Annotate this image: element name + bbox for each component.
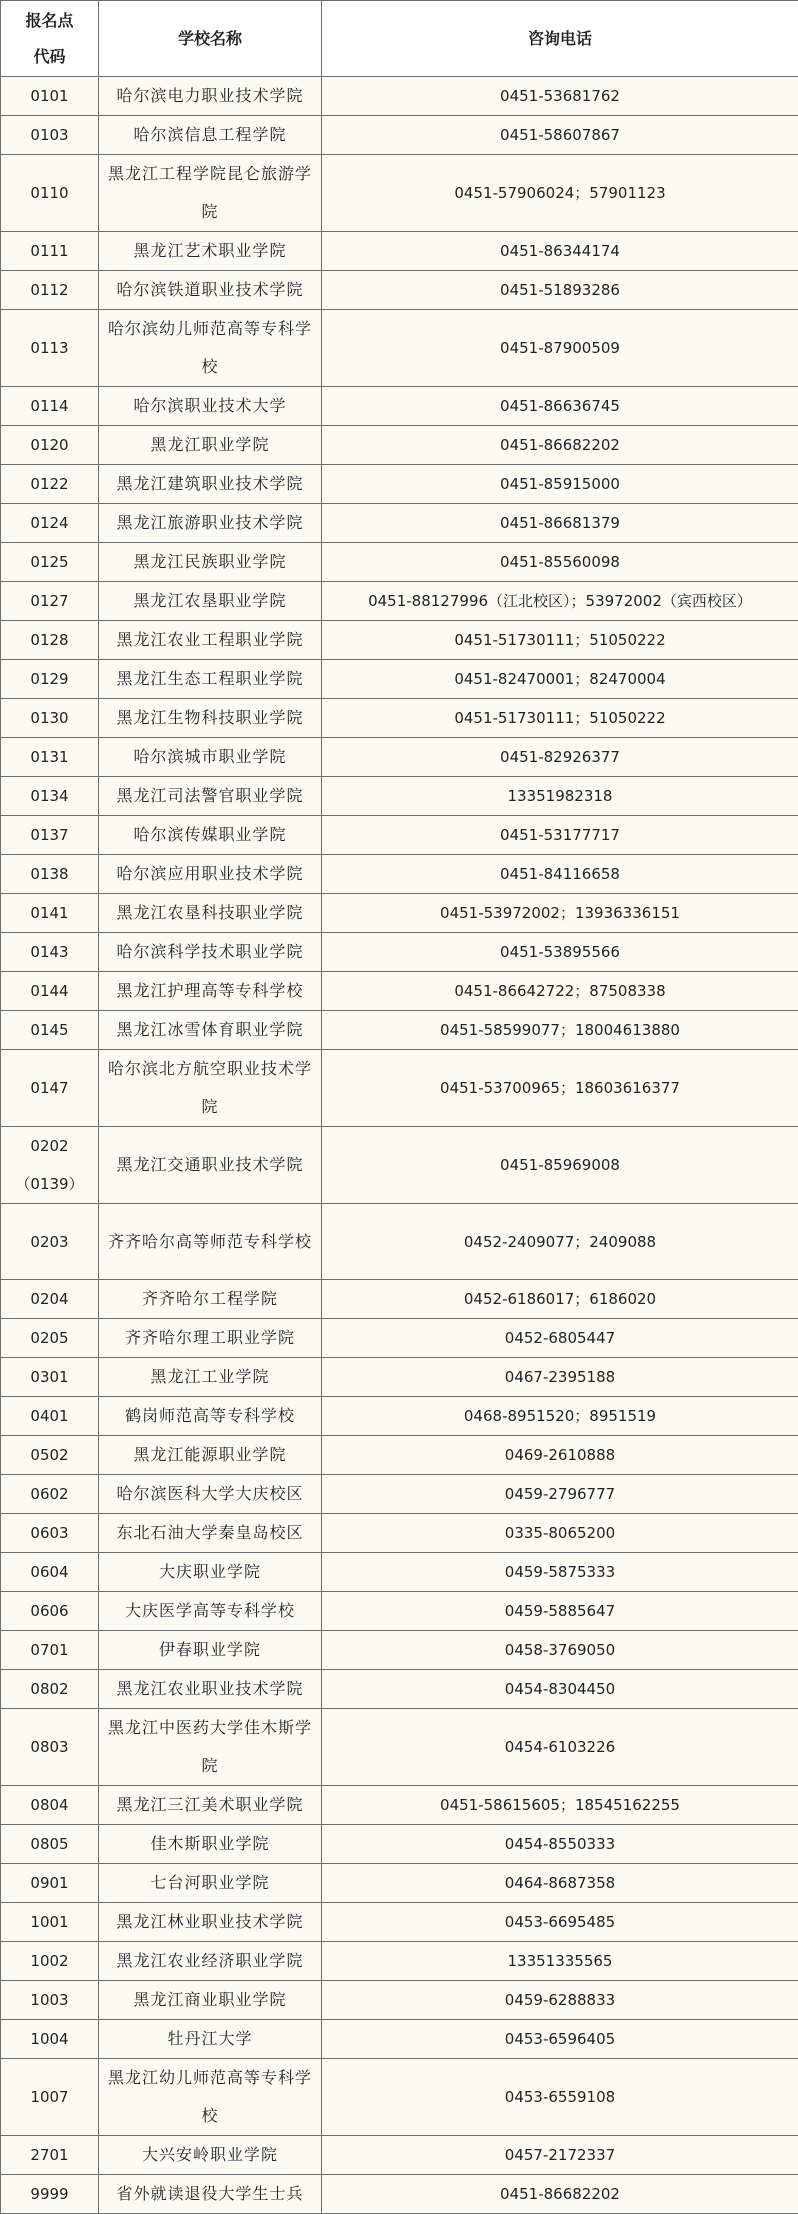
cell-code: 0804 [1,1786,99,1825]
cell-school-name: 黑龙江农业工程职业学院 [99,621,322,660]
cell-phone: 0451-86682202 [322,2175,798,2214]
table-header [1,1,798,77]
cell-code: 0137 [1,816,99,855]
table-row [1,2059,798,2136]
cell-code: 0113 [1,310,99,387]
cell-phone: 0454-8550333 [322,1825,798,1864]
cell-school-name: 哈尔滨传媒职业学院 [99,816,322,855]
cell-school-name: 黑龙江农业职业技术学院 [99,1670,322,1709]
cell-phone: 0453-6695485 [322,1903,798,1942]
table-row [1,1514,798,1553]
table-row [1,777,798,816]
cell-school-name: 黑龙江农业经济职业学院 [99,1942,322,1981]
cell-phone: 0453-6559108 [322,2059,798,2136]
table-row [1,1709,798,1786]
table-row [1,1981,798,2020]
cell-code: 0143 [1,933,99,972]
cell-school-name: 黑龙江商业职业学院 [99,1981,322,2020]
cell-phone: 0451-58599077；18004613880 [322,1011,798,1050]
cell-code: 0124 [1,504,99,543]
cell-phone: 0468-8951520；8951519 [322,1397,798,1436]
cell-code: 0120 [1,426,99,465]
cell-school-name: 哈尔滨电力职业技术学院 [99,77,322,116]
cell-school-name: 黑龙江农垦科技职业学院 [99,894,322,933]
cell-phone: 0335-8065200 [322,1514,798,1553]
table-row [1,855,798,894]
header-code [1,1,99,77]
table-row [1,387,798,426]
cell-phone: 0451-51730111；51050222 [322,621,798,660]
cell-school-name: 齐齐哈尔工程学院 [99,1280,322,1319]
table-row [1,1397,798,1436]
cell-school-name: 黑龙江生态工程职业学院 [99,660,322,699]
cell-phone: 0451-86681379 [322,504,798,543]
cell-school-name: 黑龙江艺术职业学院 [99,232,322,271]
cell-code: 0202（0139） [1,1127,99,1204]
table-row [1,426,798,465]
table-row [1,2136,798,2175]
cell-code: 0128 [1,621,99,660]
table-row [1,155,798,232]
cell-phone: 0451-53895566 [322,933,798,972]
cell-phone: 0451-86344174 [322,232,798,271]
cell-code: 0205 [1,1319,99,1358]
table-row [1,310,798,387]
table-row [1,77,798,116]
cell-code: 1003 [1,1981,99,2020]
cell-phone: 0452-2409077；2409088 [322,1204,798,1280]
cell-phone: 0451-84116658 [322,855,798,894]
header-code-line1: 报名点 [5,3,94,39]
cell-school-name: 黑龙江交通职业技术学院 [99,1127,322,1204]
cell-school-name: 哈尔滨幼儿师范高等专科学校 [99,310,322,387]
cell-school-name: 黑龙江能源职业学院 [99,1436,322,1475]
cell-code: 0301 [1,1358,99,1397]
cell-phone: 0451-57906024；57901123 [322,155,798,232]
cell-school-name: 省外就读退役大学生士兵 [99,2175,322,2214]
cell-phone: 0467-2395188 [322,1358,798,1397]
cell-school-name: 佳木斯职业学院 [99,1825,322,1864]
cell-code: 0502 [1,1436,99,1475]
cell-phone: 0451-53972002；13936336151 [322,894,798,933]
cell-code: 0141 [1,894,99,933]
table-row [1,1127,798,1204]
cell-school-name: 哈尔滨铁道职业技术学院 [99,271,322,310]
table-row [1,1631,798,1670]
table-row [1,1825,798,1864]
cell-school-name: 黑龙江职业学院 [99,426,322,465]
cell-school-name: 黑龙江幼儿师范高等专科学校 [99,2059,322,2136]
header-phone: 咨询电话 [322,1,798,77]
table-row [1,271,798,310]
cell-phone: 0451-85915000 [322,465,798,504]
cell-code: 0604 [1,1553,99,1592]
cell-code: 9999 [1,2175,99,2214]
cell-code: 0204 [1,1280,99,1319]
cell-code: 0138 [1,855,99,894]
cell-school-name: 伊春职业学院 [99,1631,322,1670]
cell-code: 1001 [1,1903,99,1942]
table-row [1,738,798,777]
cell-code: 0134 [1,777,99,816]
cell-code: 0112 [1,271,99,310]
cell-school-name: 黑龙江三江美术职业学院 [99,1786,322,1825]
cell-phone: 0454-8304450 [322,1670,798,1709]
cell-code: 0103 [1,116,99,155]
table-row [1,1670,798,1709]
cell-school-name: 牡丹江大学 [99,2020,322,2059]
cell-code: 1004 [1,2020,99,2059]
table-row [1,1319,798,1358]
table-row [1,2020,798,2059]
cell-phone: 0451-51893286 [322,271,798,310]
cell-code: 2701 [1,2136,99,2175]
cell-phone: 0451-86682202 [322,426,798,465]
cell-phone: 0451-85560098 [322,543,798,582]
table-row [1,1436,798,1475]
cell-school-name: 东北石油大学秦皇岛校区 [99,1514,322,1553]
cell-school-name: 大庆职业学院 [99,1553,322,1592]
cell-school-name: 黑龙江旅游职业技术学院 [99,504,322,543]
cell-school-name: 黑龙江民族职业学院 [99,543,322,582]
header-row [1,1,798,77]
cell-code: 0701 [1,1631,99,1670]
cell-code: 0131 [1,738,99,777]
table-row [1,933,798,972]
cell-code: 0114 [1,387,99,426]
cell-phone: 0451-51730111；51050222 [322,699,798,738]
table-row [1,699,798,738]
cell-school-name: 大兴安岭职业学院 [99,2136,322,2175]
cell-phone: 0459-6288833 [322,1981,798,2020]
cell-code: 0130 [1,699,99,738]
table-row [1,1553,798,1592]
cell-phone: 0451-88127996（江北校区）；53972002（宾西校区） [322,582,798,621]
cell-school-name: 哈尔滨城市职业学院 [99,738,322,777]
cell-code: 0606 [1,1592,99,1631]
cell-phone: 0459-5875333 [322,1553,798,1592]
table-row [1,1050,798,1127]
cell-phone: 0451-58615605；18545162255 [322,1786,798,1825]
cell-phone: 0451-58607867 [322,116,798,155]
cell-code: 0203 [1,1204,99,1280]
cell-phone: 0451-86642722；87508338 [322,972,798,1011]
table-row [1,1204,798,1280]
cell-code: 0125 [1,543,99,582]
cell-school-name: 哈尔滨职业技术大学 [99,387,322,426]
table-row [1,1903,798,1942]
cell-school-name: 黑龙江冰雪体育职业学院 [99,1011,322,1050]
cell-code: 0603 [1,1514,99,1553]
table-row [1,504,798,543]
cell-code: 0602 [1,1475,99,1514]
cell-phone: 0451-82470001；82470004 [322,660,798,699]
cell-code: 0144 [1,972,99,1011]
cell-phone: 0458-3769050 [322,1631,798,1670]
cell-code: 0901 [1,1864,99,1903]
cell-code: 0122 [1,465,99,504]
cell-school-name: 黑龙江建筑职业技术学院 [99,465,322,504]
table-row [1,1358,798,1397]
cell-code: 0145 [1,1011,99,1050]
table-row [1,582,798,621]
cell-code: 0129 [1,660,99,699]
table-body [1,77,798,2214]
cell-code: 1007 [1,2059,99,2136]
cell-phone: 0457-2172337 [322,2136,798,2175]
cell-phone: 13351982318 [322,777,798,816]
header-code-line2: 代码 [5,39,94,75]
header-school-name: 学校名称 [99,1,322,77]
cell-school-name: 黑龙江护理高等专科学校 [99,972,322,1011]
cell-phone: 0459-5885647 [322,1592,798,1631]
cell-school-name: 黑龙江中医药大学佳木斯学院 [99,1709,322,1786]
cell-school-name: 齐齐哈尔高等师范专科学校 [99,1204,322,1280]
cell-code: 0803 [1,1709,99,1786]
table-row [1,465,798,504]
cell-phone: 13351335565 [322,1942,798,1981]
cell-phone: 0451-87900509 [322,310,798,387]
cell-phone: 0451-53700965；18603616377 [322,1050,798,1127]
table-row [1,1011,798,1050]
cell-phone: 0451-86636745 [322,387,798,426]
cell-code: 0111 [1,232,99,271]
table-row [1,1592,798,1631]
cell-phone: 0459-2796777 [322,1475,798,1514]
cell-school-name: 黑龙江农垦职业学院 [99,582,322,621]
table-row [1,1786,798,1825]
cell-school-name: 哈尔滨应用职业技术学院 [99,855,322,894]
table-row [1,972,798,1011]
cell-phone: 0453-6596405 [322,2020,798,2059]
cell-school-name: 七台河职业学院 [99,1864,322,1903]
cell-phone: 0451-53681762 [322,77,798,116]
cell-phone: 0454-6103226 [322,1709,798,1786]
cell-code: 0805 [1,1825,99,1864]
table-row [1,1280,798,1319]
cell-school-name: 哈尔滨北方航空职业技术学院 [99,1050,322,1127]
table-row [1,1864,798,1903]
cell-code: 0401 [1,1397,99,1436]
cell-school-name: 黑龙江司法警官职业学院 [99,777,322,816]
cell-phone: 0451-85969008 [322,1127,798,1204]
cell-school-name: 黑龙江工程学院昆仑旅游学院 [99,155,322,232]
cell-phone: 0451-82926377 [322,738,798,777]
cell-school-name: 大庆医学高等专科学校 [99,1592,322,1631]
cell-code: 0147 [1,1050,99,1127]
table-row [1,1942,798,1981]
table-row [1,816,798,855]
cell-phone: 0452-6186017；6186020 [322,1280,798,1319]
table-row [1,660,798,699]
cell-school-name: 黑龙江林业职业技术学院 [99,1903,322,1942]
cell-code: 0802 [1,1670,99,1709]
cell-phone: 0452-6805447 [322,1319,798,1358]
cell-school-name: 哈尔滨科学技术职业学院 [99,933,322,972]
cell-school-name: 黑龙江生物科技职业学院 [99,699,322,738]
table-row [1,232,798,271]
cell-school-name: 哈尔滨信息工程学院 [99,116,322,155]
cell-school-name: 齐齐哈尔理工职业学院 [99,1319,322,1358]
table-row [1,621,798,660]
table-row [1,2175,798,2214]
cell-school-name: 黑龙江工业学院 [99,1358,322,1397]
cell-code: 0101 [1,77,99,116]
table-row [1,1475,798,1514]
cell-school-name: 鹤岗师范高等专科学校 [99,1397,322,1436]
table-row [1,116,798,155]
cell-code: 1002 [1,1942,99,1981]
cell-phone: 0464-8687358 [322,1864,798,1903]
cell-phone: 0469-2610888 [322,1436,798,1475]
cell-phone: 0451-53177717 [322,816,798,855]
cell-code: 0110 [1,155,99,232]
cell-school-name: 哈尔滨医科大学大庆校区 [99,1475,322,1514]
table-row [1,543,798,582]
table-row [1,894,798,933]
cell-code: 0127 [1,582,99,621]
